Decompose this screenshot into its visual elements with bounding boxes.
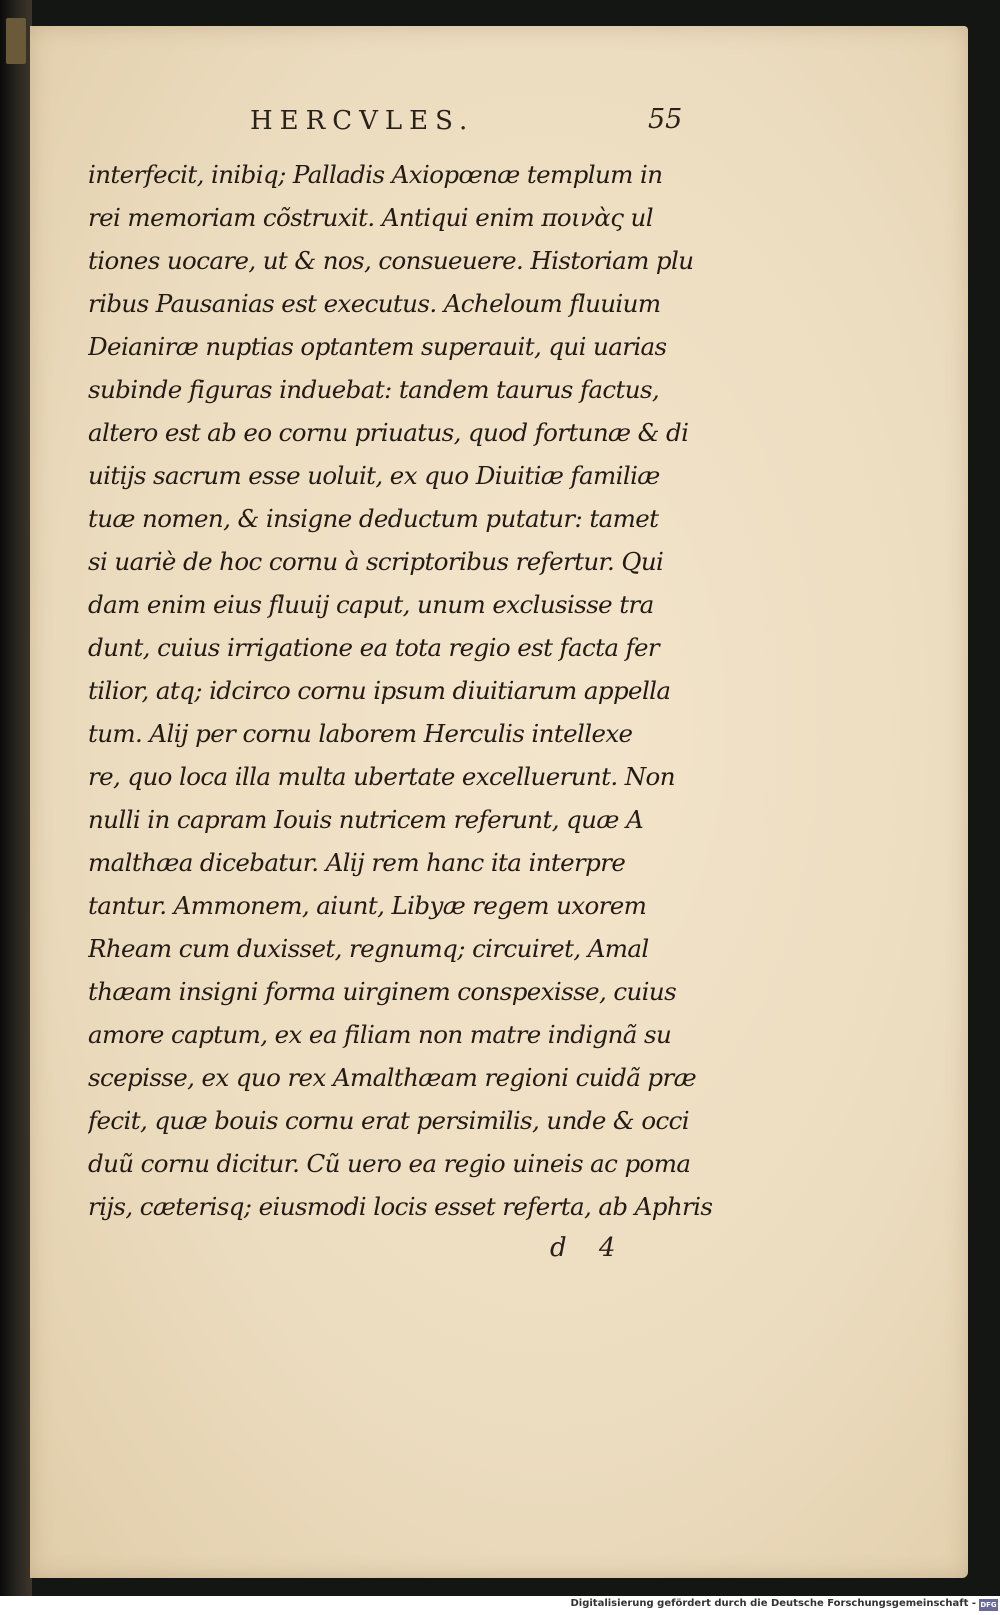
- text-line: uitijs sacrum esse uoluit, ex quo Diuitiæ familiæ: [88, 461, 660, 490]
- text-line: duũ cornu dicitur. Cũ uero ea regio uineis ac poma: [88, 1149, 691, 1178]
- text-line: ribus Pausanias est executus. Acheloum fluuium: [88, 289, 661, 318]
- text-line: malthæa dicebatur. Alij rem hanc ita interpre: [88, 848, 626, 877]
- signature-mark: d 4: [550, 1233, 628, 1263]
- page-number: 55: [648, 104, 683, 135]
- text-line: Rheam cum duxisset, regnumq; circuiret, Amal: [88, 934, 649, 963]
- running-head: HERCVLES.: [250, 106, 475, 136]
- text-line: re, quo loca illa multa ubertate excelluerunt. Non: [88, 762, 675, 791]
- text-line: rijs, cæterisq; eiusmodi locis esset referta, ab Aphris: [88, 1192, 713, 1221]
- text-line: thæam insigni forma uirginem conspexisse, cuius: [88, 977, 677, 1006]
- text-line: nulli in capram Iouis nutricem referunt, quæ A: [88, 805, 644, 834]
- text-line: tiones uocare, ut & nos, consueuere. Historiam plu: [88, 246, 694, 275]
- text-line: rei memoriam cõstruxit. Antiqui enim ποινὰς ul: [88, 203, 653, 232]
- text-line: altero est ab eo cornu priuatus, quod fortunæ & di: [88, 418, 689, 447]
- text-line: Deianiræ nuptias optantem superauit, qui uarias: [88, 332, 667, 361]
- binding-tab: [6, 18, 26, 64]
- dfg-logo-icon: DFG: [980, 1601, 997, 1609]
- text-line: dunt, cuius irrigatione ea tota regio est facta fer: [88, 633, 660, 662]
- text-line: scepisse, ex quo rex Amalthæam regioni cuidã præ: [88, 1063, 697, 1092]
- body-text: [88, 153, 728, 1228]
- text-line: interfecit, inibiq; Palladis Axiopœnæ templum in: [88, 160, 663, 189]
- text-line: tum. Alij per cornu laborem Herculis intellexe: [88, 719, 633, 748]
- text-line: subinde figuras induebat: tandem taurus factus,: [88, 375, 660, 404]
- footer-credit: Digitalisierung gefördert durch die Deutsche Forschungsgemeinschaft -: [570, 1598, 976, 1609]
- text-line: tilior, atq; idcirco cornu ipsum diuitiarum appella: [88, 676, 671, 705]
- text-line: fecit, quæ bouis cornu erat persimilis, unde & occi: [88, 1106, 689, 1135]
- book-page: [30, 26, 968, 1578]
- footer-strip: [0, 1596, 1000, 1615]
- text-line: tantur. Ammonem, aiunt, Libyæ regem uxorem: [88, 891, 647, 920]
- text-line: amore captum, ex ea filiam non matre indignã su: [88, 1020, 672, 1049]
- book-binding-edge: [0, 0, 32, 1596]
- text-line: tuæ nomen, & insigne deductum putatur: tamet: [88, 504, 659, 533]
- text-line: si uariè de hoc cornu à scriptoribus refertur. Qui: [88, 547, 664, 576]
- text-line: dam enim eius fluuij caput, unum exclusisse tra: [88, 590, 654, 619]
